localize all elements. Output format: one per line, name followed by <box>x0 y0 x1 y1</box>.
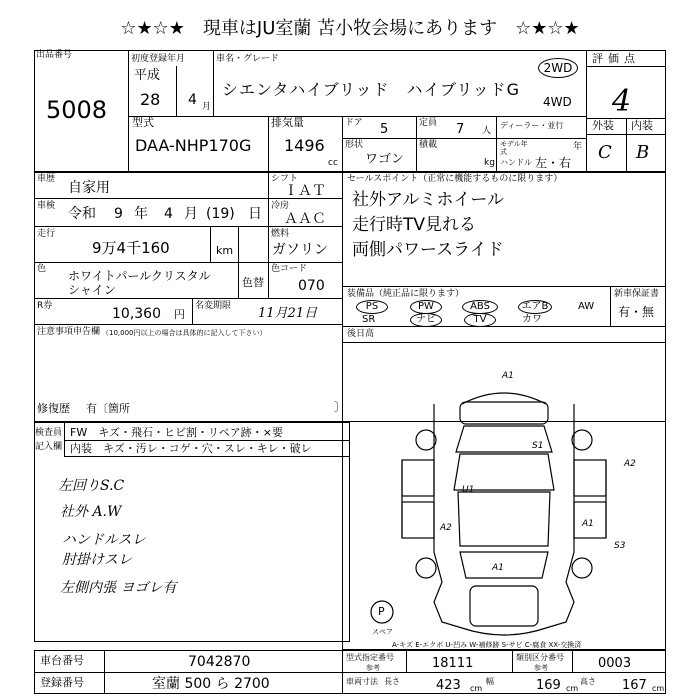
first-reg-label: 初度登録年月 <box>131 54 186 64</box>
mark-a2-right: A2 <box>624 459 636 469</box>
model-year-unit: 年 <box>573 142 583 152</box>
recycle-label: R券 <box>37 301 53 311</box>
inspector-label-divider <box>64 422 65 456</box>
displacement-label: 排気量 <box>271 116 304 129</box>
model-name: シエンタハイブリッド ハイブリッドG <box>222 80 521 99</box>
type-label: 型式 <box>132 116 154 129</box>
warranty-label: 新車保証書 <box>614 289 660 299</box>
inspection-era: 令和 <box>68 206 96 222</box>
dims-label: 車両寸法 <box>346 677 378 686</box>
mark-a1-center: A1 <box>492 563 504 573</box>
mark-a2-left: A2 <box>440 523 452 533</box>
fuel-value: ガソリン <box>272 242 328 258</box>
inspection-day-unit: 日 <box>248 206 262 222</box>
drive-2wd: 2WD <box>538 58 578 78</box>
ruibetsu-value-divider <box>572 650 573 672</box>
mark-s1: S1 <box>532 441 544 451</box>
inspection-month: 4 <box>164 206 173 222</box>
sales-point-1: 社外アルミホイール <box>352 190 504 210</box>
first-reg-year: 28 <box>140 90 161 109</box>
score-sub-divider <box>626 118 627 172</box>
model-year-label: モデル年式 <box>500 140 528 156</box>
header-banner: ☆★☆★ 現車はJU室蘭 苫小牧会場にあります ☆★☆★ <box>120 18 580 39</box>
repair-label: 修復歴 <box>37 402 70 415</box>
inspector-line-sep <box>64 440 350 441</box>
ruibetsu-label-2: 参考 <box>534 664 548 672</box>
rear-label: 後日高 <box>347 329 375 339</box>
sales-label: セールスポイント（正常に機能するものに限ります） <box>347 174 563 184</box>
warranty-divider <box>610 286 611 326</box>
drive-4wd: 4WD <box>543 95 572 109</box>
color-value-1: ホワイトパールクリスタル <box>68 269 211 283</box>
plate-value: 室蘭 500 ら 2700 <box>152 676 270 692</box>
inspector-label-1: 検査員 <box>35 428 63 438</box>
mileage-unit-divider <box>238 226 239 262</box>
meigi-value: 11月21日 <box>258 306 318 321</box>
dims-height-label: 高さ <box>580 677 596 686</box>
inspection-year: 9 <box>114 206 123 222</box>
equip-ps: PS <box>356 300 388 314</box>
color-divider <box>238 262 239 298</box>
repair-close: 〕 <box>334 400 347 414</box>
exterior-score: C <box>598 142 612 163</box>
capacity-unit: 人 <box>482 126 492 136</box>
spare-label: スペア <box>372 628 393 636</box>
mark-a1-right: A1 <box>582 519 594 529</box>
dims-length-unit: cm <box>470 684 483 693</box>
load-unit: kg <box>484 158 495 168</box>
equip-leather: カワ <box>522 314 542 325</box>
capacity-value: 7 <box>456 122 465 137</box>
type-value: DAA-NHP170G <box>135 136 252 155</box>
inspection-label: 車検 <box>37 201 56 211</box>
inspector-line-bottom <box>64 456 350 457</box>
bottom-label-divider <box>104 650 105 694</box>
sales-point-2: 走行時TV見れる <box>352 215 477 235</box>
inspector-line-1: FW キズ・飛石・ヒビ割・リペア跡・×要 <box>70 426 283 439</box>
inspector-label-2: 記入欄 <box>35 442 63 452</box>
equip-sr: SR <box>362 314 376 325</box>
doors-label: ドア <box>345 118 363 128</box>
handwritten-note-2: 社外 A.W <box>60 504 122 520</box>
displacement-unit: cc <box>328 158 338 168</box>
inspector-line-2: 内装 キズ・汚レ・コゲ・穴・スレ・キレ・破レ <box>70 442 312 455</box>
dims-width-label: 幅 <box>486 677 494 686</box>
displacement-value: 1496 <box>284 136 325 155</box>
score-value: 4 <box>612 84 632 119</box>
ruibetsu-value: 0003 <box>598 656 632 671</box>
kata-label-1: 型式指定番号 <box>346 653 394 662</box>
meigi-label: 名変期限 <box>195 301 232 311</box>
score-label: 評価点 <box>592 52 640 65</box>
ac-value: ＡＡＣ <box>284 211 326 227</box>
row-line-5 <box>34 324 342 325</box>
handwritten-note-4: 肘掛けスレ <box>62 552 132 568</box>
equip-tv: TV <box>464 313 496 327</box>
dims-width-unit: cm <box>566 684 579 693</box>
equipment-label: 装備品（純正品に限ります） <box>347 289 465 299</box>
repair-value: 有〔箇所 <box>86 402 130 415</box>
equip-aw: AW <box>578 301 595 312</box>
doors-value: 5 <box>380 122 389 137</box>
handwritten-note-1: 左回りS.C <box>58 478 125 494</box>
color-code: 070 <box>298 278 325 294</box>
color-code-title: 色コード <box>271 264 308 274</box>
kata-label-2: 参考 <box>366 664 380 672</box>
kata-value: 18111 <box>432 656 474 671</box>
equipment-bottom <box>342 326 666 327</box>
shift-label: シフト <box>271 174 299 184</box>
ruibetsu-divider <box>512 650 513 672</box>
mileage-unit: km <box>216 244 234 257</box>
mileage-value: 9万4千160 <box>92 239 170 257</box>
equip-abs: ABS <box>462 300 498 314</box>
equip-navi: ナビ <box>410 313 442 327</box>
shape-label: 形状 <box>345 140 364 150</box>
dims-height: 167 <box>622 678 647 693</box>
interior-label: 内装 <box>631 119 653 132</box>
first-reg-divider <box>176 66 177 116</box>
color-label: 色 <box>37 264 47 274</box>
chassis-value: 7042870 <box>188 654 251 670</box>
history-value: 自家用 <box>68 180 110 196</box>
notes-sub: （10,000円以上の場合は具体的に記入して下さい） <box>102 329 267 337</box>
chassis-label: 車台番号 <box>40 654 84 667</box>
shift-divider <box>268 172 269 262</box>
diagram-legend: A-キズ E-エクボ U-凹み W-補修跡 S-サビ C-腐食 XX-交換済 <box>392 641 582 649</box>
spare-mark: P <box>378 605 385 618</box>
mark-u1: U1 <box>462 485 475 495</box>
capacity-label: 定員 <box>419 118 438 128</box>
lot-label: 出品番号 <box>36 50 73 60</box>
recycle-unit: 円 <box>174 308 185 321</box>
recycle-value: 10,360 <box>112 306 161 322</box>
mileage-divider <box>210 226 211 262</box>
lot-number: 5008 <box>46 96 108 124</box>
ac-label: 冷房 <box>271 201 290 211</box>
shift-value: ＩＡＴ <box>284 183 326 199</box>
inspection-year-unit: 年 <box>134 206 148 222</box>
mileage-label: 走行 <box>37 229 56 239</box>
handle-label: ハンドル <box>500 158 532 167</box>
notes-label: 注意事項申告欄 <box>37 327 101 337</box>
sales-bottom <box>342 286 666 287</box>
fuel-label: 燃料 <box>271 229 290 239</box>
color-value-2: シャイン <box>68 283 116 297</box>
load-label: 積載 <box>419 140 438 150</box>
equip-airbag: エアB <box>518 300 552 314</box>
handle-value: 左・右 <box>535 156 572 170</box>
shape-value: ワゴン <box>365 152 405 167</box>
dims-length: 423 <box>436 678 461 693</box>
sales-point-3: 両側パワースライド <box>352 240 504 260</box>
exterior-label: 外装 <box>592 119 614 132</box>
history-label: 車歴 <box>37 174 56 184</box>
warranty-value: 有・無 <box>618 305 655 319</box>
interior-score: B <box>636 142 650 163</box>
dealer-label: ディーラー・並行 <box>500 121 564 130</box>
mark-a1-front: A1 <box>502 371 514 381</box>
row-line-4 <box>34 298 342 299</box>
model-label: 車名・グレード <box>216 54 280 64</box>
car-diagram <box>342 342 666 650</box>
dims-length-label: 長さ <box>384 677 400 686</box>
handwritten-note-5: 左側内張 ヨゴレ有 <box>60 580 177 596</box>
dims-height-unit: cm <box>652 684 665 693</box>
equip-pw: PW <box>410 300 442 314</box>
color-change-label: 色替 <box>242 276 264 289</box>
capacity-divider <box>496 116 497 172</box>
ruibetsu-label-1: 類別区分番号 <box>516 653 564 662</box>
inspection-day: (19) <box>206 206 235 222</box>
kata-divider <box>406 650 407 672</box>
mark-s3: S3 <box>614 541 626 551</box>
first-reg-month: 4 <box>188 92 197 108</box>
doors-divider <box>416 116 417 172</box>
bottom-mid <box>34 672 666 673</box>
plate-label: 登録番号 <box>40 676 84 689</box>
dims-width: 169 <box>536 678 561 693</box>
handwritten-note-3: ハンドルスレ <box>62 532 146 548</box>
recycle-divider <box>192 298 193 324</box>
row-line-3 <box>34 262 342 263</box>
bottom-right-divider <box>342 650 343 694</box>
first-reg-month-unit: 月 <box>202 102 212 112</box>
color-code-divider <box>268 262 269 298</box>
inspection-month-unit: 月 <box>184 206 198 222</box>
first-reg-era: 平成 <box>134 68 161 83</box>
